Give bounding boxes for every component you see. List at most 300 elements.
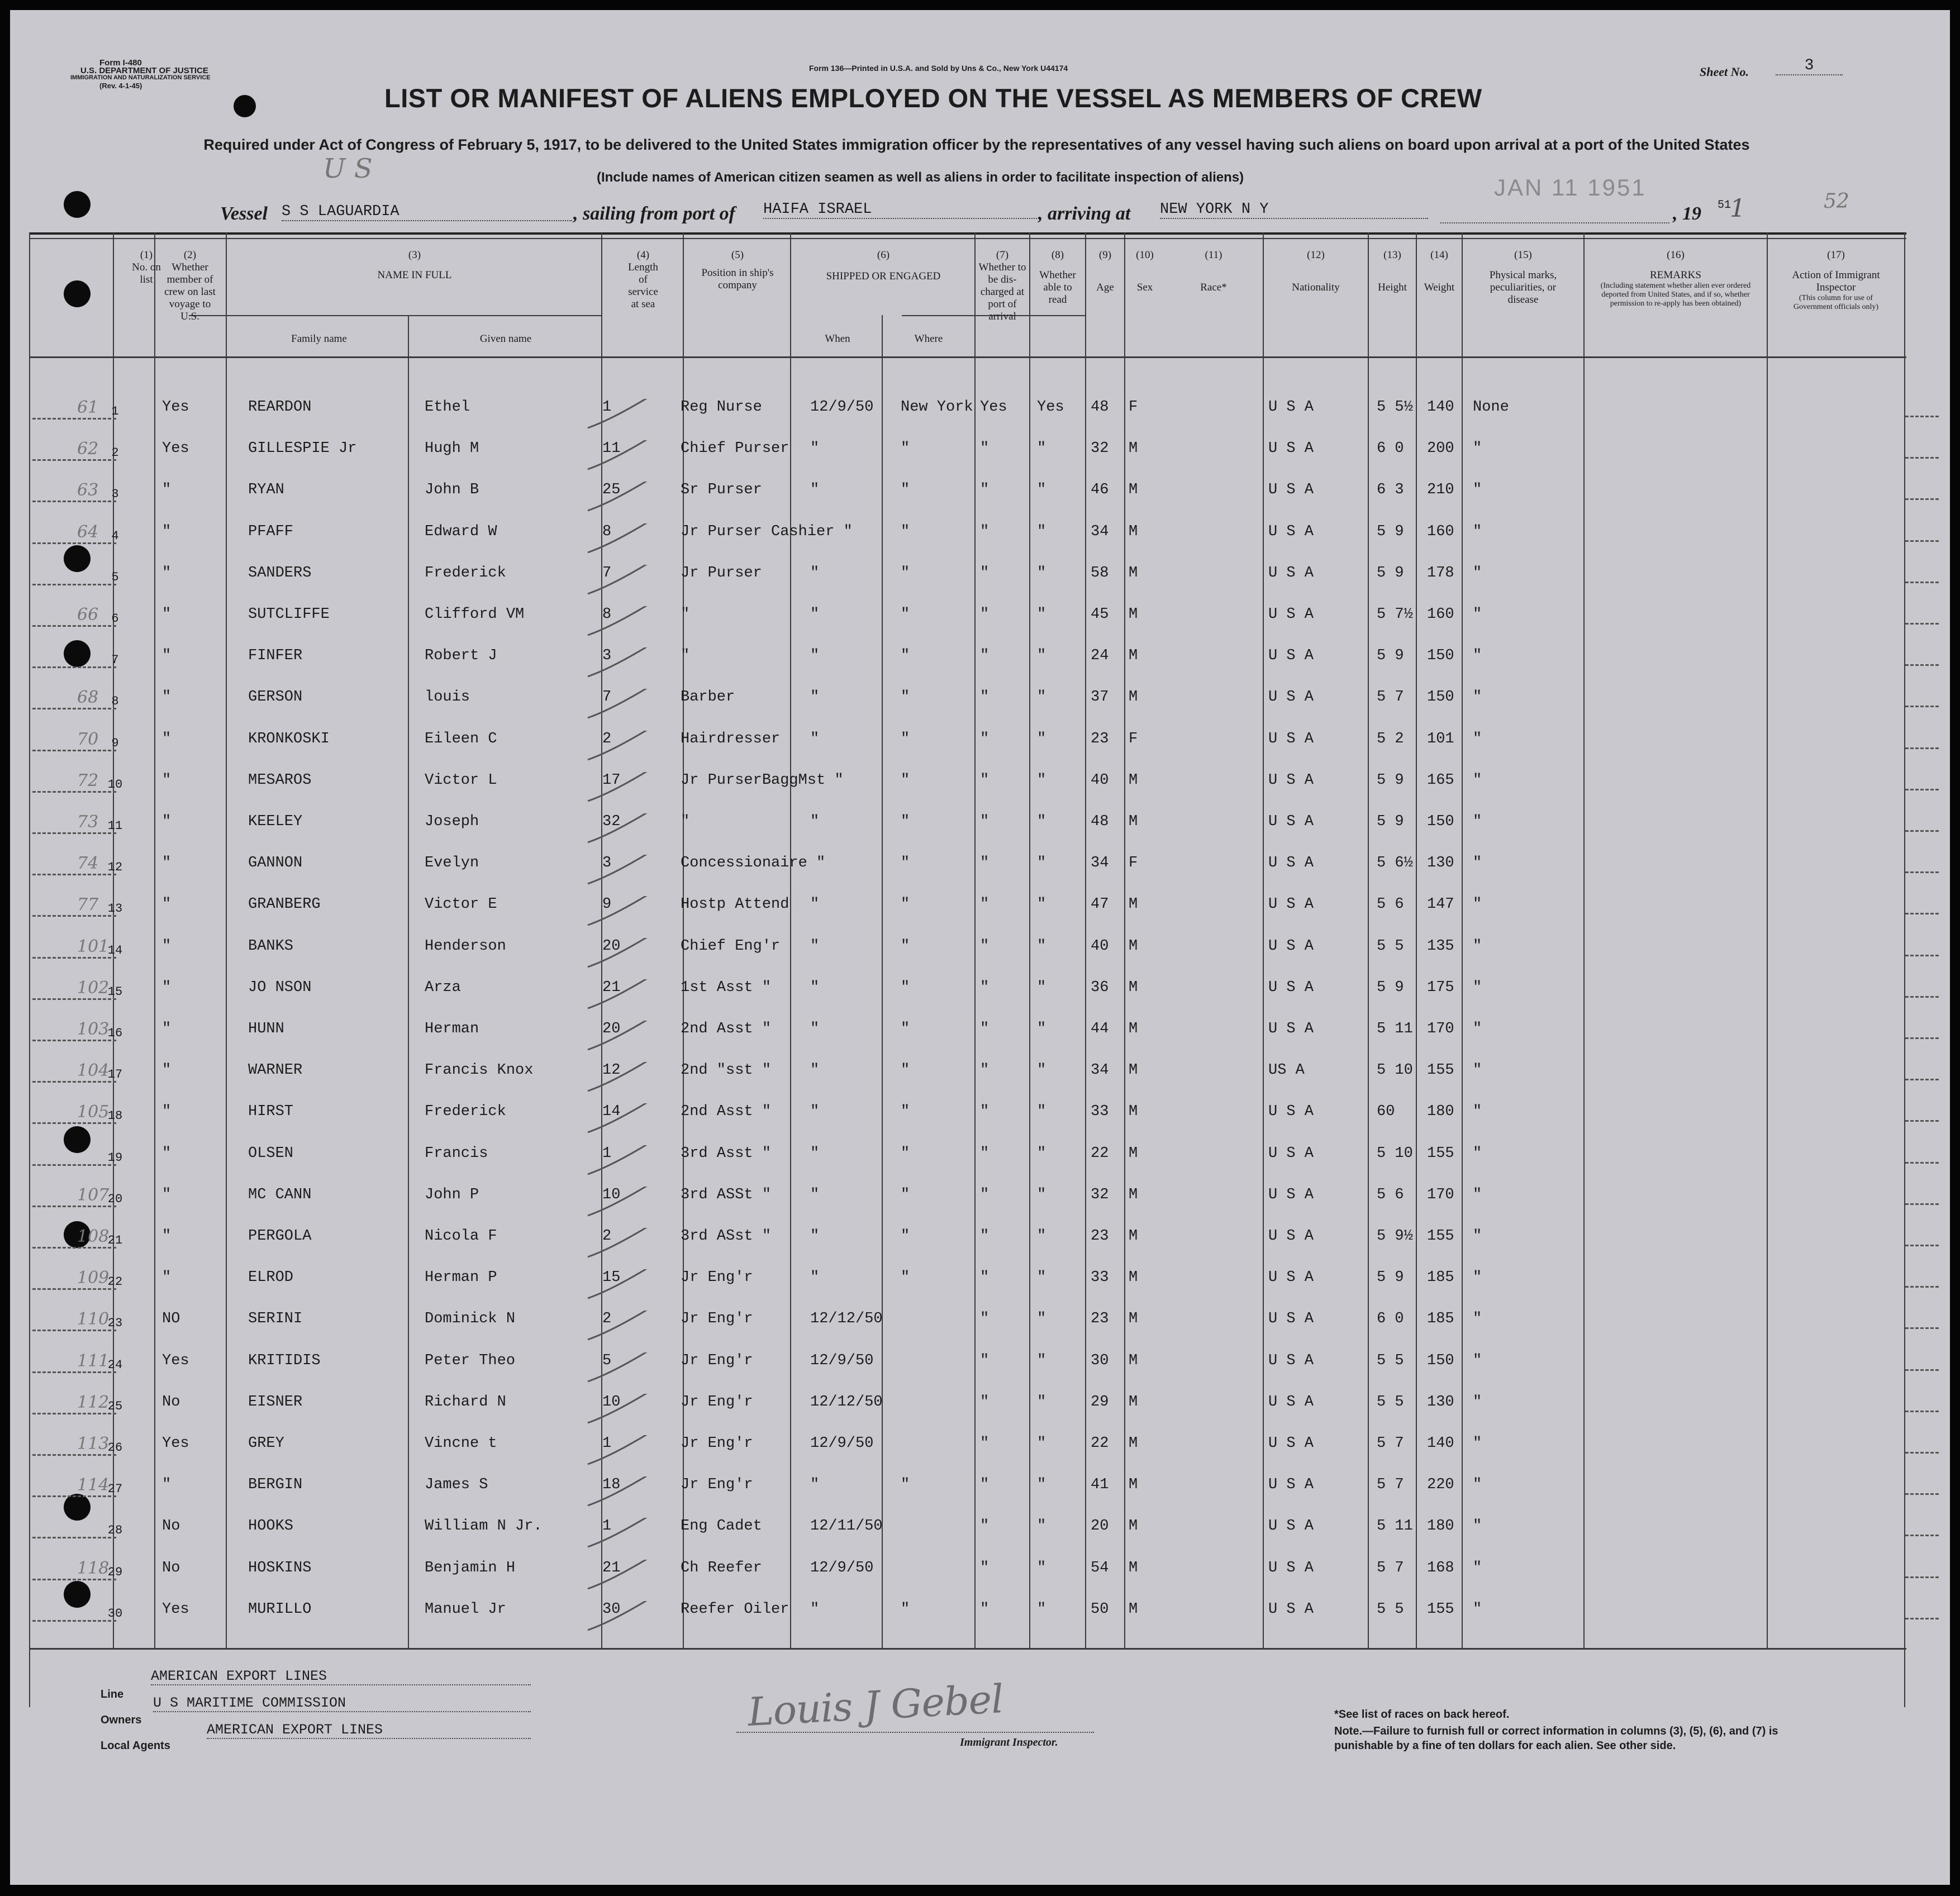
position: 3rd Asst ": [681, 1145, 772, 1162]
family-name: OLSEN: [248, 1145, 294, 1162]
sex: F: [1129, 731, 1138, 747]
nationality: U S A: [1268, 1021, 1314, 1037]
note-text: —Failure to furnish full or correct information in columns (3), (5), (6), and (7) is punishable by a fine of ten dollars for each alien. See other side.: [1334, 1725, 1778, 1752]
weight: 101: [1427, 731, 1454, 747]
height: 5 11: [1377, 1518, 1413, 1535]
weight: 178: [1427, 565, 1454, 582]
discharged-flag: ": [980, 896, 989, 913]
given-name: Ethel: [425, 399, 470, 416]
height: 5 7: [1377, 1560, 1404, 1576]
shipped-when: ": [810, 896, 820, 913]
family-name: ELROD: [248, 1269, 294, 1286]
row-number: 16: [107, 1026, 123, 1040]
shipped-where: ": [901, 647, 910, 664]
family-name: MC CANN: [248, 1187, 312, 1203]
service-name: IMMIGRATION AND NATURALIZATION SERVICE: [70, 74, 211, 81]
height: 5 7: [1377, 689, 1404, 706]
margin-dash: [1905, 913, 1939, 914]
sex: M: [1129, 606, 1138, 623]
pencil-check-mark: [586, 1021, 658, 1060]
position: Jr Eng'r: [681, 1394, 753, 1411]
physical-marks: ": [1473, 523, 1482, 540]
table-row: [10, 772, 1950, 794]
service-years: 5: [602, 1352, 612, 1369]
shipped-where: ": [901, 1476, 910, 1493]
form-subtitle: Required under Act of Congress of February 5, 1917, to be delivered to the United States immigration officer by the representatives of any vessel having such aliens on board upon arrival at a port of the United States: [203, 136, 1750, 153]
discharged-flag: ": [980, 1601, 989, 1618]
handwritten-line-number: 62: [77, 439, 99, 459]
col-10-header: (10) Sex: [1136, 249, 1154, 293]
given-name: Francis: [425, 1145, 488, 1162]
nationality: U S A: [1268, 1103, 1314, 1120]
crew-last-voyage: No: [162, 1560, 180, 1576]
discharged-flag: ": [980, 1228, 989, 1245]
table-row: [10, 1435, 1950, 1457]
height: 5 11: [1377, 1021, 1413, 1037]
age: 30: [1091, 1352, 1109, 1369]
physical-marks: ": [1473, 689, 1482, 706]
physical-marks: ": [1473, 731, 1482, 747]
discharged-flag: ": [980, 731, 989, 747]
note-label: Note.: [1334, 1725, 1362, 1737]
table-row: [10, 1601, 1950, 1623]
discharged-flag: ": [980, 1021, 989, 1037]
sex: M: [1129, 523, 1138, 540]
weight: 175: [1427, 979, 1454, 996]
crew-last-voyage: ": [162, 1145, 172, 1162]
margin-dash: [1905, 955, 1939, 956]
service-years: 1: [602, 1435, 612, 1452]
height: 5 2: [1377, 731, 1404, 747]
given-name: Henderson: [425, 938, 506, 955]
able-to-read: ": [1037, 855, 1046, 871]
margin-dash: [1905, 416, 1939, 417]
shipped-when: ": [810, 1187, 820, 1203]
able-to-read: ": [1037, 1518, 1046, 1535]
sex: M: [1129, 1394, 1138, 1411]
shipped-when: ": [810, 938, 820, 955]
handwritten-line-number: 105: [77, 1102, 110, 1122]
nationality: U S A: [1268, 1187, 1314, 1203]
family-name: GREY: [248, 1435, 284, 1452]
crew-last-voyage: ": [162, 606, 172, 623]
age: 40: [1091, 938, 1109, 955]
shipped-where: ": [901, 1228, 910, 1245]
given-name: Nicola F: [425, 1228, 497, 1245]
weight: 130: [1427, 855, 1454, 871]
nationality: U S A: [1268, 938, 1314, 955]
given-name: Dominick N: [425, 1311, 516, 1327]
family-name: KRONKOSKI: [248, 731, 330, 747]
able-to-read: ": [1037, 731, 1046, 747]
position: Jr Eng'r: [681, 1311, 753, 1327]
handwritten-line-number: 109: [77, 1268, 110, 1288]
service-years: 8: [602, 606, 612, 623]
pencil-check-mark: [586, 1518, 658, 1557]
margin-dash: [1905, 1203, 1939, 1205]
family-name: GILLESPIE Jr: [248, 440, 357, 457]
shipped-when: 12/12/50: [810, 1311, 883, 1327]
nationality: U S A: [1268, 1476, 1314, 1493]
crew-last-voyage: ": [162, 813, 172, 830]
physical-marks: ": [1473, 1269, 1482, 1286]
age: 47: [1091, 896, 1109, 913]
table-row: [10, 1145, 1950, 1168]
service-years: 15: [602, 1269, 621, 1286]
given-name: William N Jr.: [425, 1518, 543, 1535]
height: 5 7: [1377, 1435, 1404, 1452]
family-name: SERINI: [248, 1311, 303, 1327]
given-name: Eileen C: [425, 731, 497, 747]
discharged-flag: ": [980, 523, 989, 540]
crew-last-voyage: ": [162, 1021, 172, 1037]
line-label: Line: [101, 1688, 124, 1700]
position: ": [681, 813, 690, 830]
service-years: 3: [602, 855, 612, 871]
row-number: 7: [111, 653, 119, 667]
shipped-where: ": [901, 1103, 910, 1120]
pencil-check-mark: [586, 1394, 658, 1433]
service-years: 1: [602, 399, 612, 416]
physical-marks: ": [1473, 440, 1482, 457]
family-name: RYAN: [248, 482, 284, 498]
nationality: U S A: [1268, 731, 1314, 747]
height: 5 5½: [1377, 399, 1413, 416]
physical-marks: ": [1473, 1435, 1482, 1452]
service-years: 32: [602, 813, 621, 830]
age: 54: [1091, 1560, 1109, 1576]
shipped-when: 12/12/50: [810, 1394, 883, 1411]
margin-dash: [1905, 1618, 1939, 1619]
crew-last-voyage: Yes: [162, 440, 189, 457]
discharged-flag: ": [980, 689, 989, 706]
row-number: 26: [107, 1441, 123, 1455]
row-number: 23: [107, 1316, 123, 1330]
physical-marks: ": [1473, 1103, 1482, 1120]
service-years: 9: [602, 896, 612, 913]
crew-last-voyage: ": [162, 565, 172, 582]
crew-last-voyage: ": [162, 1476, 172, 1493]
discharged-flag: ": [980, 1394, 989, 1411]
form-note: (Include names of American citizen seamen as well as aliens in order to facilitate inspection of aliens): [597, 170, 1244, 185]
service-years: 17: [602, 772, 621, 789]
shipped-when: ": [810, 606, 820, 623]
margin-dash: [1905, 540, 1939, 542]
shipped-when: ": [810, 1021, 820, 1037]
col-8-header: (8) Whether able to read: [1039, 249, 1076, 306]
row-number: 21: [107, 1233, 123, 1247]
handwritten-line-number: 103: [77, 1020, 110, 1039]
arriving-label: , arriving at: [1038, 203, 1131, 224]
age: 32: [1091, 440, 1109, 457]
age: 36: [1091, 979, 1109, 996]
shipped-when: ": [810, 689, 820, 706]
table-row: [10, 482, 1950, 504]
vessel-name: S S LAGUARDIA: [282, 203, 572, 221]
position: 3rd ASst ": [681, 1228, 772, 1245]
shipped-where: New York: [901, 399, 973, 416]
nationality: U S A: [1268, 1518, 1314, 1535]
nationality: U S A: [1268, 813, 1314, 830]
given-name: Herman P: [425, 1269, 497, 1286]
position: Concessionaire ": [681, 855, 826, 871]
margin-dash: [1905, 1411, 1939, 1412]
given-name: Herman: [425, 1021, 479, 1037]
sex: M: [1129, 1187, 1138, 1203]
position: Eng Cadet: [681, 1518, 762, 1535]
given-name: Evelyn: [425, 855, 479, 871]
position: Jr Eng'r: [681, 1476, 753, 1493]
service-years: 30: [602, 1601, 621, 1618]
row-number: 12: [107, 860, 123, 874]
pencil-check-mark: [586, 1228, 658, 1267]
shipped-when: 12/9/50: [810, 1435, 874, 1452]
position: 2nd Asst ": [681, 1103, 772, 1120]
col-2-header: (2) Whether member of crew on last voyage to U.S.: [164, 249, 216, 322]
physical-marks: ": [1473, 1021, 1482, 1037]
physical-marks: ": [1473, 896, 1482, 913]
sheet-number-label: Sheet No.: [1700, 65, 1749, 79]
pencil-check-mark: [586, 1145, 658, 1184]
row-number: 13: [107, 902, 123, 916]
service-years: 1: [602, 1518, 612, 1535]
row-number: 4: [111, 529, 119, 543]
nationality: U S A: [1268, 647, 1314, 664]
service-years: 11: [602, 440, 621, 457]
handwritten-52: 52: [1824, 190, 1849, 213]
position: Ch Reefer: [681, 1560, 762, 1576]
nationality: U S A: [1268, 1601, 1314, 1618]
date-stamp: JAN 11 1951: [1494, 174, 1647, 201]
pencil-check-mark: [586, 1435, 658, 1474]
physical-marks: ": [1473, 1187, 1482, 1203]
sex: M: [1129, 979, 1138, 996]
margin-dash: [1905, 747, 1939, 749]
line-filler: [1440, 222, 1669, 223]
pencil-check-mark: [586, 523, 658, 563]
table-row: [10, 399, 1950, 421]
row-number: 8: [111, 694, 119, 708]
sex: F: [1129, 855, 1138, 871]
shipped-where: ": [901, 1062, 910, 1079]
table-row: [10, 1062, 1950, 1084]
service-years: 2: [602, 1228, 612, 1245]
shipped-where: ": [901, 813, 910, 830]
shipped-when: ": [810, 440, 820, 457]
pencil-check-mark: [586, 1476, 658, 1516]
physical-marks: ": [1473, 565, 1482, 582]
service-years: 7: [602, 689, 612, 706]
shipped-where: ": [901, 731, 910, 747]
col-17-header: (17) Action of Immigrant Inspector (This column for use of Government officials only): [1792, 249, 1880, 311]
handwritten-line-number: 64: [77, 522, 99, 542]
physical-marks: ": [1473, 855, 1482, 871]
service-years: 8: [602, 523, 612, 540]
table-row: [10, 979, 1950, 1002]
position: Jr Purser Cashier ": [681, 523, 853, 540]
pencil-check-mark: [586, 1062, 658, 1101]
sailing-label: , sailing from port of: [573, 203, 735, 224]
crew-last-voyage: Yes: [162, 1435, 189, 1452]
height: 60: [1377, 1103, 1395, 1120]
height: 5 5: [1377, 1601, 1404, 1618]
port-of-arrival: NEW YORK N Y: [1160, 201, 1428, 219]
age: 34: [1091, 523, 1109, 540]
page-title: LIST OR MANIFEST OF ALIENS EMPLOYED ON THE VESSEL AS MEMBERS OF CREW: [384, 83, 1482, 113]
handwritten-line-number: 114: [77, 1475, 110, 1495]
nationality: U S A: [1268, 440, 1314, 457]
weight: 185: [1427, 1311, 1454, 1327]
handwritten-line-number: 74: [77, 854, 99, 873]
handwritten-line-number: 110: [77, 1309, 110, 1329]
sex: M: [1129, 1476, 1138, 1493]
given-name: Robert J: [425, 647, 497, 664]
table-row: [10, 1228, 1950, 1250]
shipped-when: ": [810, 482, 820, 498]
position: 2nd "sst ": [681, 1062, 772, 1079]
nationality: U S A: [1268, 1269, 1314, 1286]
discharged-flag: ": [980, 772, 989, 789]
handwritten-line-number: 104: [77, 1061, 110, 1080]
age: 45: [1091, 606, 1109, 623]
weight: 155: [1427, 1145, 1454, 1162]
row-number: 17: [107, 1068, 123, 1082]
height: 5 10: [1377, 1145, 1413, 1162]
row-number: 28: [107, 1523, 123, 1537]
shipped-where: ": [901, 565, 910, 582]
col-3-header: (3) NAME IN FULL: [377, 249, 452, 281]
able-to-read: ": [1037, 523, 1046, 540]
sheet-number: 3: [1776, 57, 1843, 75]
manifest-sheet: [10, 10, 1950, 1885]
shipped-when: ": [810, 1062, 820, 1079]
sex: M: [1129, 1560, 1138, 1576]
sex: M: [1129, 1103, 1138, 1120]
age: 20: [1091, 1518, 1109, 1535]
nationality: U S A: [1268, 896, 1314, 913]
agents-value: AMERICAN EXPORT LINES: [207, 1722, 531, 1739]
margin-dash: [1905, 706, 1939, 707]
table-row: [10, 1394, 1950, 1416]
col-5-header: (5) Position in ship's company: [701, 249, 774, 291]
pencil-check-mark: [586, 399, 658, 438]
col-12-header: (12) Nationality: [1292, 249, 1340, 293]
service-years: 3: [602, 647, 612, 664]
table-row: [10, 1269, 1950, 1292]
row-number: 18: [107, 1109, 123, 1123]
height: 5 9: [1377, 772, 1404, 789]
col-14-header: (14) Weight: [1424, 249, 1455, 293]
height: 5 6: [1377, 1187, 1404, 1203]
able-to-read: ": [1037, 1228, 1046, 1245]
age: 44: [1091, 1021, 1109, 1037]
pencil-check-mark: [586, 565, 658, 604]
family-name: HUNN: [248, 1021, 284, 1037]
crew-last-voyage: ": [162, 482, 172, 498]
family-name: PFAFF: [248, 523, 294, 540]
physical-marks: ": [1473, 1560, 1482, 1576]
department-name: U.S. DEPARTMENT OF JUSTICE: [80, 66, 208, 75]
signature-line: [736, 1732, 1094, 1733]
form-number: Form I-480: [99, 58, 142, 68]
service-years: 21: [602, 1560, 621, 1576]
row-number: 19: [107, 1151, 123, 1165]
shipped-where: ": [901, 1021, 910, 1037]
able-to-read: ": [1037, 647, 1046, 664]
margin-dash: [1905, 871, 1939, 873]
sex: M: [1129, 440, 1138, 457]
pencil-check-mark: [586, 1352, 658, 1392]
discharged-flag: ": [980, 1187, 989, 1203]
shipped-when: ": [810, 647, 820, 664]
vessel-label: Vessel: [220, 203, 268, 224]
given-name: Francis Knox: [425, 1062, 534, 1079]
crew-last-voyage: ": [162, 1269, 172, 1286]
shipped-where: ": [901, 938, 910, 955]
sex: F: [1129, 399, 1138, 416]
weight: 200: [1427, 440, 1454, 457]
given-name: John B: [425, 482, 479, 498]
given-name: Frederick: [425, 565, 506, 582]
crew-last-voyage: ": [162, 855, 172, 871]
physical-marks: ": [1473, 1228, 1482, 1245]
discharged-flag: ": [980, 855, 989, 871]
shipped-where: ": [901, 1601, 910, 1618]
shipped-where: ": [901, 606, 910, 623]
row-number: 6: [111, 612, 119, 626]
sex: M: [1129, 1228, 1138, 1245]
handwritten-line-number: 102: [77, 978, 110, 998]
weight: 150: [1427, 647, 1454, 664]
row-number: 1: [111, 404, 119, 418]
shipped-where: ": [901, 1187, 910, 1203]
physical-marks: ": [1473, 813, 1482, 830]
weight: 170: [1427, 1021, 1454, 1037]
height: 6 3: [1377, 482, 1404, 498]
pencil-check-mark: [586, 1269, 658, 1308]
height: 5 7½: [1377, 606, 1413, 623]
family-name: GRANBERG: [248, 896, 321, 913]
weight: 140: [1427, 1435, 1454, 1452]
weight: 210: [1427, 482, 1454, 498]
able-to-read: ": [1037, 1601, 1046, 1618]
table-row: [10, 1311, 1950, 1333]
position: Jr PurserBaggMst ": [681, 772, 844, 789]
height: 6 0: [1377, 1311, 1404, 1327]
margin-dash: [1905, 996, 1939, 998]
able-to-read: Yes: [1037, 399, 1064, 416]
pencil-check-mark: [586, 606, 658, 645]
height: 5 9: [1377, 523, 1404, 540]
shipped-when: ": [810, 565, 820, 582]
age: 48: [1091, 399, 1109, 416]
height: 5 6: [1377, 896, 1404, 913]
margin-dash: [1905, 664, 1939, 666]
row-number: 20: [107, 1192, 123, 1206]
physical-marks: ": [1473, 979, 1482, 996]
age: 50: [1091, 1601, 1109, 1618]
crew-last-voyage: ": [162, 1228, 172, 1245]
weight: 135: [1427, 938, 1454, 955]
nationality: U S A: [1268, 1311, 1314, 1327]
position: Chief Eng'r: [681, 938, 781, 955]
able-to-read: ": [1037, 896, 1046, 913]
discharged-flag: ": [980, 606, 989, 623]
able-to-read: ": [1037, 482, 1046, 498]
col-6-when-header: When: [825, 333, 850, 345]
punch-hole: [64, 191, 91, 218]
crew-last-voyage: ": [162, 523, 172, 540]
